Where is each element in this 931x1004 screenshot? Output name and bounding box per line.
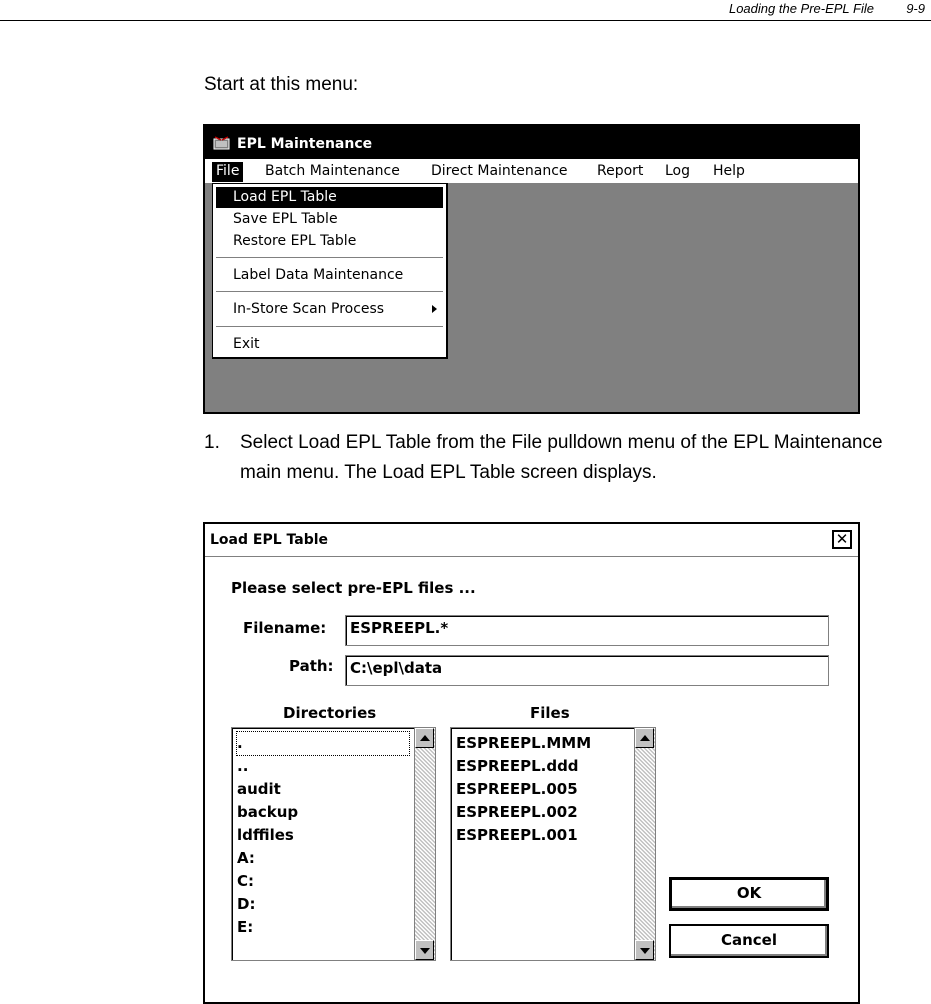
list-item[interactable]: ESPREEPL.001 — [456, 826, 578, 844]
epl-window-titlebar — [205, 126, 858, 159]
menu-separator — [216, 291, 443, 293]
scroll-up-icon — [420, 735, 430, 741]
close-icon: ✕ — [835, 530, 849, 548]
directories-label: Directories — [283, 704, 377, 722]
dialog-prompt: Please select pre-EPL files ... — [231, 579, 476, 597]
menu-item-in-store-scan-process[interactable] — [216, 299, 443, 320]
scroll-down-button[interactable] — [415, 940, 434, 960]
epl-maintenance-window — [203, 124, 860, 414]
list-item[interactable]: C: — [237, 872, 255, 890]
list-item[interactable]: ESPREEPL.ddd — [456, 757, 579, 775]
menu-log[interactable]: Log — [665, 163, 691, 179]
file-dropdown-menu — [212, 183, 448, 359]
menu-item-load-epl-table[interactable]: Load EPL Table — [216, 187, 443, 208]
list-item[interactable]: A: — [237, 849, 255, 867]
directories-scrollbar[interactable] — [414, 728, 435, 960]
cancel-button[interactable]: Cancel — [669, 924, 829, 958]
menubar — [205, 159, 858, 183]
menu-report[interactable]: Report — [597, 163, 644, 179]
list-item[interactable]: backup — [237, 803, 299, 821]
menu-separator — [216, 257, 443, 259]
load-epl-table-dialog — [203, 522, 860, 1004]
scroll-down-icon — [640, 948, 650, 954]
dialog-title: Load EPL Table — [210, 532, 329, 548]
path-label: Path: — [289, 657, 334, 675]
scroll-down-icon — [420, 948, 430, 954]
path-input[interactable]: C:\epl\data — [345, 655, 829, 686]
menu-direct-maintenance[interactable]: Direct Maintenance — [431, 163, 568, 179]
menu-item-label-data-maintenance[interactable]: Label Data Maintenance — [233, 267, 404, 283]
menu-item-exit[interactable]: Exit — [233, 336, 260, 352]
submenu-arrow-icon — [432, 305, 437, 313]
list-item[interactable]: . — [237, 732, 409, 755]
dialog-body — [205, 557, 858, 1002]
files-label: Files — [530, 704, 570, 722]
directories-listbox[interactable] — [231, 727, 436, 961]
epl-window-title: EPL Maintenance — [237, 136, 373, 152]
menu-separator — [216, 326, 443, 328]
list-item[interactable]: ESPREEPL.005 — [456, 780, 578, 798]
step-text: Select Load EPL Table from the File pulldown menu of the EPL Maintenance main menu. The Load EPL Table screen displays. — [240, 432, 883, 483]
ok-button[interactable]: OK — [669, 877, 829, 911]
menu-item-save-epl-table[interactable]: Save EPL Table — [233, 211, 338, 227]
list-item[interactable]: ESPREEPL.002 — [456, 803, 578, 821]
header-title: Loading the Pre-EPL File — [728, 1, 874, 16]
scroll-down-button[interactable] — [635, 940, 654, 960]
header-page-number: 9-9 — [906, 1, 925, 16]
list-item[interactable]: audit — [237, 780, 281, 798]
close-button[interactable] — [832, 530, 852, 549]
intro-text: Start at this menu: — [204, 74, 359, 95]
list-item[interactable]: ldffiles — [237, 826, 294, 844]
scroll-up-button[interactable] — [635, 728, 654, 748]
list-item[interactable]: ESPREEPL.MMM — [456, 734, 592, 752]
header-rule — [0, 20, 931, 21]
dialog-titlebar — [205, 524, 858, 557]
scroll-up-button[interactable] — [415, 728, 434, 748]
menu-batch-maintenance[interactable]: Batch Maintenance — [265, 163, 400, 179]
filename-input[interactable]: ESPREEPL.* — [345, 615, 829, 646]
filename-label: Filename: — [243, 619, 327, 637]
files-scrollbar[interactable] — [634, 728, 655, 960]
files-listbox[interactable] — [450, 727, 656, 961]
menu-help[interactable]: Help — [713, 163, 745, 179]
list-item[interactable]: .. — [237, 757, 249, 775]
list-item[interactable]: E: — [237, 918, 254, 936]
menu-item-label: In-Store Scan Process — [233, 301, 385, 317]
menu-item-restore-epl-table[interactable]: Restore EPL Table — [233, 233, 357, 249]
menu-file[interactable]: File — [212, 162, 243, 182]
step-number: 1. — [204, 432, 220, 453]
list-item[interactable]: D: — [237, 895, 256, 913]
scroll-up-icon — [640, 735, 650, 741]
app-icon — [213, 136, 230, 150]
